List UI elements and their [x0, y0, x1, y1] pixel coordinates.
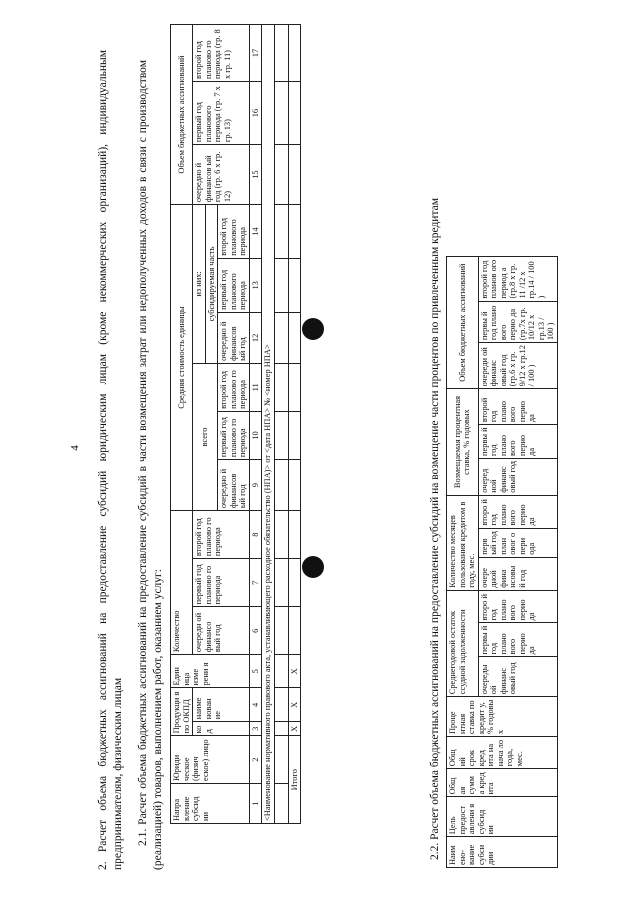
col-number: 9	[249, 460, 262, 511]
col-header: очереди ой финанс овый год (гр.6 х гр. 9/12 х гр.12 / 100 )	[478, 343, 557, 389]
col-number: 7	[249, 559, 262, 607]
col-header: ко д	[193, 722, 250, 736]
col-header: из них:	[193, 205, 206, 364]
col-header: субсидируемая часть	[205, 205, 218, 364]
col-header: Цель предост авлени я субсид ии	[447, 797, 558, 837]
rotated-content	[40, 20, 600, 880]
col-header: второ й год плано вого перио да	[478, 495, 557, 528]
col-header: второ й год плано вого перио да	[478, 590, 557, 623]
x-mark: X	[288, 655, 301, 688]
col-number: 12	[249, 312, 262, 363]
col-header: Общ ий срок кред ита на нача ло года, мес.	[447, 737, 558, 769]
total-row	[288, 25, 301, 824]
section-2-1-title: 2.1. Расчет объема бюджетных ассигнований на предоставление субсидий в части возмещения затрат или недополученных доходов в связи с производством (реализацией) товаров, выполнением работ, оказанием услуг:	[137, 60, 164, 870]
col-header: очередно й финансов ый год (гр. 6 х гр. 12)	[193, 145, 250, 205]
section-2-title: 2. Расчет объема бюджетных ассигнований на предоставление субсидий юридическим лицам (кроме некоммерческих организаций), индивидуальным предпринимателям, физическим лицам	[97, 50, 124, 870]
col-header: первый год планового периода	[218, 258, 250, 312]
col-number: 13	[249, 258, 262, 312]
col-number: 11	[249, 363, 262, 411]
col-header: перв ый год план овог о пери ода	[478, 528, 557, 557]
col-number: 8	[249, 511, 262, 559]
col-header: очереды ой финанс овый год	[478, 657, 557, 697]
col-header: Средняя стоимость единицы	[171, 205, 193, 511]
col-header: Возмещаемая процентная ставка, % годовых	[447, 389, 479, 495]
col-number: 14	[249, 205, 262, 259]
col-header: Един ица изме рени я	[171, 655, 250, 688]
npa-row	[262, 25, 275, 824]
col-header: первы й год плано вого перио да (гр.7х гр. 10/12 х гр.13 / 100 )	[478, 301, 557, 343]
col-header: очередн ой финансо вый год	[193, 607, 250, 655]
col-header: Объем бюджетных ассигнований	[171, 25, 193, 205]
page-number: 4	[68, 445, 81, 451]
col-number: 2	[249, 736, 262, 784]
table-credit-interest	[446, 256, 558, 868]
col-number: 4	[249, 688, 262, 722]
col-header: Среднегодовой остаток ссудной задолженности	[447, 590, 479, 697]
col-header: второй год плано вого перио да	[478, 389, 557, 425]
col-header: Юриди ческое (физич еское) лицо	[171, 736, 250, 784]
col-header: всего	[193, 363, 218, 510]
col-header: очередно й финансов ый год	[218, 312, 250, 363]
col-number: 1	[249, 783, 262, 823]
empty-row	[274, 25, 288, 824]
col-header: Проце нтная ставка по кредит у, % годовы х	[447, 697, 558, 737]
col-header: первы й год плано вого перио да	[478, 623, 557, 657]
col-number: 6	[249, 607, 262, 655]
col-header: первы й год плано вого перио да	[478, 425, 557, 459]
col-header: Количество	[171, 511, 193, 655]
col-header: второй год планово го периода	[218, 363, 250, 411]
col-header: Наим ено- вание субси дии	[447, 837, 558, 868]
npa-text: <Наименование нормативного правового акта, устанавливающего расходное обязательство (НПА)> от <дата НПА> № <номер НПА>	[262, 25, 275, 824]
col-header: Общ ая сумм а кред ита	[447, 769, 558, 797]
col-number: 16	[249, 82, 262, 145]
col-header: первый год планового периода (гр. 7 х гр. 13)	[193, 82, 250, 145]
col-header: Объем бюджетных ассигнований	[447, 257, 479, 389]
col-header: второй год планово го периода	[193, 511, 250, 559]
table-subsidies-costs	[170, 24, 301, 824]
col-number: 5	[249, 655, 262, 688]
col-number: 15	[249, 145, 262, 205]
col-header: Количество месяцев пользования кредитом в году, мес.	[447, 495, 479, 590]
x-mark: X	[288, 688, 301, 722]
col-header: первый год планово го периода	[218, 411, 250, 459]
col-header: Продукци я по ОКПД	[171, 688, 193, 736]
col-header: Напра вление субсид ии	[171, 783, 250, 823]
col-number: 3	[249, 722, 262, 736]
total-label: Итого	[288, 736, 301, 824]
col-header: очере дной фина нсовы й год	[478, 557, 557, 590]
col-header: наиме нован ие	[193, 688, 250, 722]
col-header: второй год планово го периода (гр. 8 х гр. 11)	[193, 25, 250, 82]
col-header: второй год планов ого период а (гр.8 х гр. 11 /12 х гр.14 / 100 )	[478, 257, 557, 302]
col-header: первый год планово го периода	[193, 559, 250, 607]
col-header: очередно й финансов ый год	[218, 460, 250, 511]
section-2-2-title: 2.2. Расчет объема бюджетных ассигнований на предоставление субсидий на возмещение части процентов по привлеченным кредитам	[429, 197, 441, 860]
col-header: очеред ной финанс овый год	[478, 458, 557, 495]
col-number: 17	[249, 25, 262, 82]
column-numbers-row	[249, 25, 262, 824]
col-number: 10	[249, 411, 262, 459]
x-mark: X	[288, 722, 301, 736]
col-header: второй год планового периода	[218, 205, 250, 259]
